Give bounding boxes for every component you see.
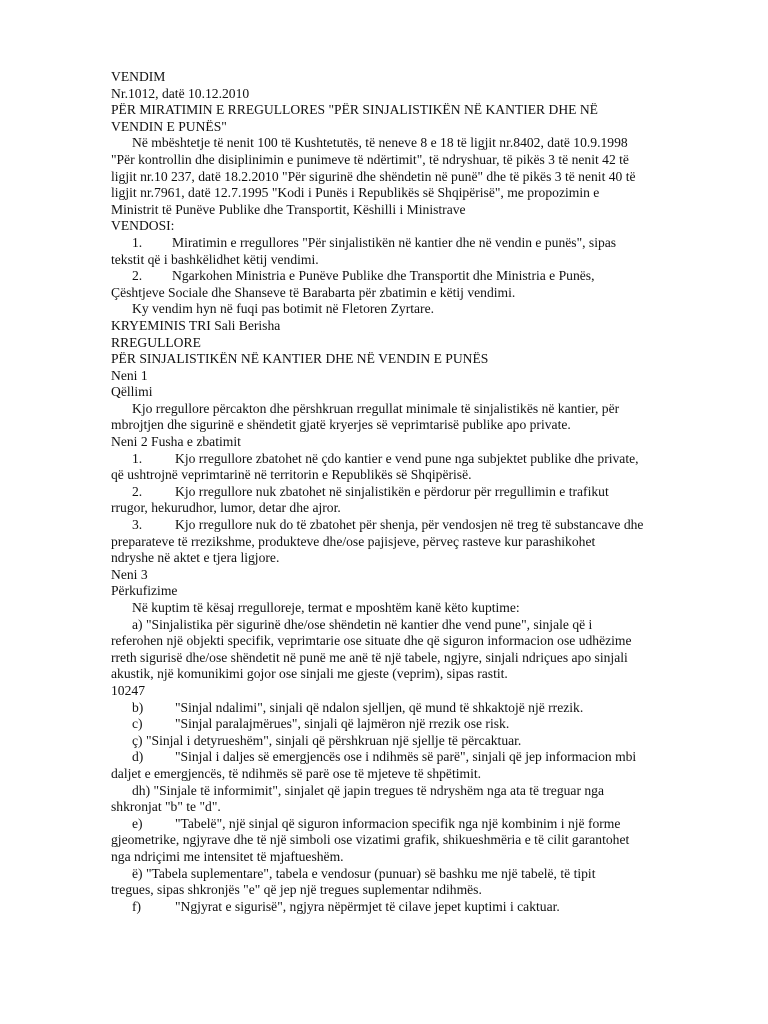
item-text-continued: ndryshe në aktet e tjera ligjore. xyxy=(111,550,280,566)
item-letter: b) xyxy=(132,699,144,715)
definition-line: ë) "Tabela suplementare", tabela e vendosur (punuar) së bashku me një tabelë, të tipit xyxy=(132,865,596,881)
item-text-continued: daljet e emergjencës, të ndihmës së parë ose të mjeteve të shpëtimit. xyxy=(111,765,482,781)
article-item xyxy=(111,451,751,468)
item-text: "Ngjyrat e sigurisë", ngjyra nëpërmjet të cilave jepet kuptimi i caktuar. xyxy=(175,898,560,914)
item-text-continued: Çështjeve Sociale dhe Shanseve të Barabarta për zbatimin e këtij vendimi. xyxy=(111,284,516,300)
decision-subject-line: VENDIN E PUNËS" xyxy=(111,118,227,134)
item-number: 1. xyxy=(132,234,143,250)
definition-item xyxy=(111,816,751,833)
item-letter: e) xyxy=(132,815,143,831)
article-title: Qëllimi xyxy=(111,384,153,400)
paragraph-line: Kjo rregullore përcakton dhe përshkruan rregullat minimale të sinjalistikës në kantier, për xyxy=(132,400,620,416)
item-text: Miratimin e rregullores "Për sinjalistikën në kantier dhe në vendin e punës", sipas xyxy=(172,234,617,250)
definition-line: dh) "Sinjale të informimit", sinjalet që japin tregues të ndryshëm nga ata të treguar nga xyxy=(132,782,605,798)
definition-item xyxy=(111,700,751,717)
preamble-line: ligjit nr.10 237, datë 18.2.2010 "Për sigurinë dhe shëndetin në punë" dhe të pikës 3 të nenit 40 të xyxy=(111,168,636,184)
definition-line: rreth sigurisë dhe/ose shëndetit në punë me anë të një tabele, ngjyre, sinjali ndriçues apo sinjali xyxy=(111,649,628,665)
definition-line: referohen një objekti specifik, veprimtarie ose situate dhe që siguron informacion ose udhëzime xyxy=(111,633,632,649)
item-text-continued: tekstit që i bashkëlidhet këtij vendimi. xyxy=(111,251,319,267)
item-letter: f) xyxy=(132,898,142,914)
item-text-continued: që ushtrojnë veprimtarinë në territorin e Republikës së Shqipërisë. xyxy=(111,467,472,483)
item-text-continued: nga ndriçimi me intensitet të mjaftueshëm. xyxy=(111,848,344,864)
regulation-subtitle: PËR SINJALISTIKËN NË KANTIER DHE NË VENDIN E PUNËS xyxy=(111,351,489,367)
item-letter: c) xyxy=(132,716,143,732)
paragraph-line: mbrojtjen dhe sigurinë e shëndetit gjatë kryerjes së veprimtarisë publike apo private. xyxy=(111,417,571,433)
item-letter: d) xyxy=(132,749,144,765)
item-number: 3. xyxy=(132,517,143,533)
regulation-title: RREGULLORE xyxy=(111,334,201,350)
item-text: "Sinjal ndalimi", sinjali që ndalon sjelljen, që mund të shkaktojë një rrezik. xyxy=(175,699,584,715)
paragraph-line: Në kuptim të kësaj rregulloreje, termat e mposhtëm kanë këto kuptime: xyxy=(132,600,520,615)
article-item xyxy=(111,484,751,501)
item-text: "Sinjal i daljes së emergjencës ose i ndihmës së parë", sinjali që jep informacion mbi xyxy=(175,749,637,765)
signature-line: KRYEMINIS TRI Sali Berisha xyxy=(111,317,281,333)
item-text-continued: rrugor, hekurudhor, lumor, detar dhe ajror. xyxy=(111,500,341,516)
item-text: Kjo rregullore nuk do të zbatohet për shenja, për vendosjen në treg të substancave dhe xyxy=(175,517,644,533)
article-heading: Neni 1 xyxy=(111,367,148,383)
decision-title: VENDIM xyxy=(111,69,166,84)
definition-line: a) "Sinjalistika për sigurinë dhe/ose shëndetin në kantier dhe vend pune", sinjale që i xyxy=(132,616,593,632)
vendosi-heading: VENDOSI: xyxy=(111,218,175,234)
preamble-line: ligjit nr.7961, datë 12.7.1995 "Kodi i Punës i Republikës së Shqipërisë", me propozimin e xyxy=(111,185,600,201)
page-number: 10247 xyxy=(111,682,145,698)
article-title: Përkufizime xyxy=(111,583,178,599)
preamble-line: "Për kontrollin dhe disiplinimin e punimeve të ndërtimit", të ndryshuar, të pikës 3 të nenit 42 të xyxy=(111,151,629,167)
definition-line: ç) "Sinjal i detyrueshëm", sinjali që përshkruan një sjellje të përcaktuar. xyxy=(132,732,522,748)
article-heading: Neni 2 Fusha e zbatimit xyxy=(111,434,241,450)
item-text: Kjo rregullore zbatohet në çdo kantier e vend pune nga subjektet publike dhe private, xyxy=(175,450,639,466)
item-text: "Sinjal paralajmërues", sinjali që lajmëron një rrezik ose risk. xyxy=(175,716,510,732)
article-heading: Neni 3 xyxy=(111,566,148,582)
item-text: Ngarkohen Ministria e Punëve Publike dhe Transportit dhe Ministria e Punës, xyxy=(172,268,595,284)
definition-item xyxy=(111,716,751,733)
preamble-line: Në mbështetje të nenit 100 të Kushtetutës, të neneve 8 e 18 të ligjit nr.8402, datë 10.9.1998 xyxy=(132,135,628,151)
effect-statement: Ky vendim hyn në fuqi pas botimit në Fletoren Zyrtare. xyxy=(132,301,435,317)
item-number: 2. xyxy=(132,483,143,499)
document-page xyxy=(111,69,751,915)
item-text-continued: shkronjat "b" te "d". xyxy=(111,799,221,815)
definition-item xyxy=(111,749,751,766)
item-text: "Tabelë", një sinjal që siguron informacion specifik nga një kombinim i një forme xyxy=(175,815,621,831)
decision-number: Nr.1012, datë 10.12.2010 xyxy=(111,85,250,101)
item-text: Kjo rregullore nuk zbatohet në sinjalistikën e përdorur për rregullimin e trafikut xyxy=(175,483,609,499)
item-text-continued: preparateve të rrezikshme, produkteve dhe/ose pajisjeve, përveç rasteve kur parashikohet xyxy=(111,533,596,549)
article-item xyxy=(111,517,751,534)
decision-subject-line: PËR MIRATIMIN E RREGULLORES "PËR SINJALISTIKËN NË KANTIER DHE NË xyxy=(111,102,598,118)
item-text-continued: gjeometrike, ngjyrave dhe të një simboli ose vizatimi grafik, shikueshmëria e të cilit garantohet xyxy=(111,832,630,848)
item-text-continued: tregues, sipas shkronjës "e" që jep një tregues suplementar ndihmës. xyxy=(111,882,482,898)
preamble-line: Ministrit të Punëve Publike dhe Transportit, Këshilli i Ministrave xyxy=(111,201,466,217)
vendosi-item xyxy=(111,235,751,252)
item-number: 1. xyxy=(132,450,143,466)
definition-line: akustik, një komunikimi gojor ose sinjali me gjeste (veprim), sipas rastit. xyxy=(111,666,508,682)
item-number: 2. xyxy=(132,268,143,284)
definition-item xyxy=(111,899,751,916)
vendosi-item xyxy=(111,268,751,285)
